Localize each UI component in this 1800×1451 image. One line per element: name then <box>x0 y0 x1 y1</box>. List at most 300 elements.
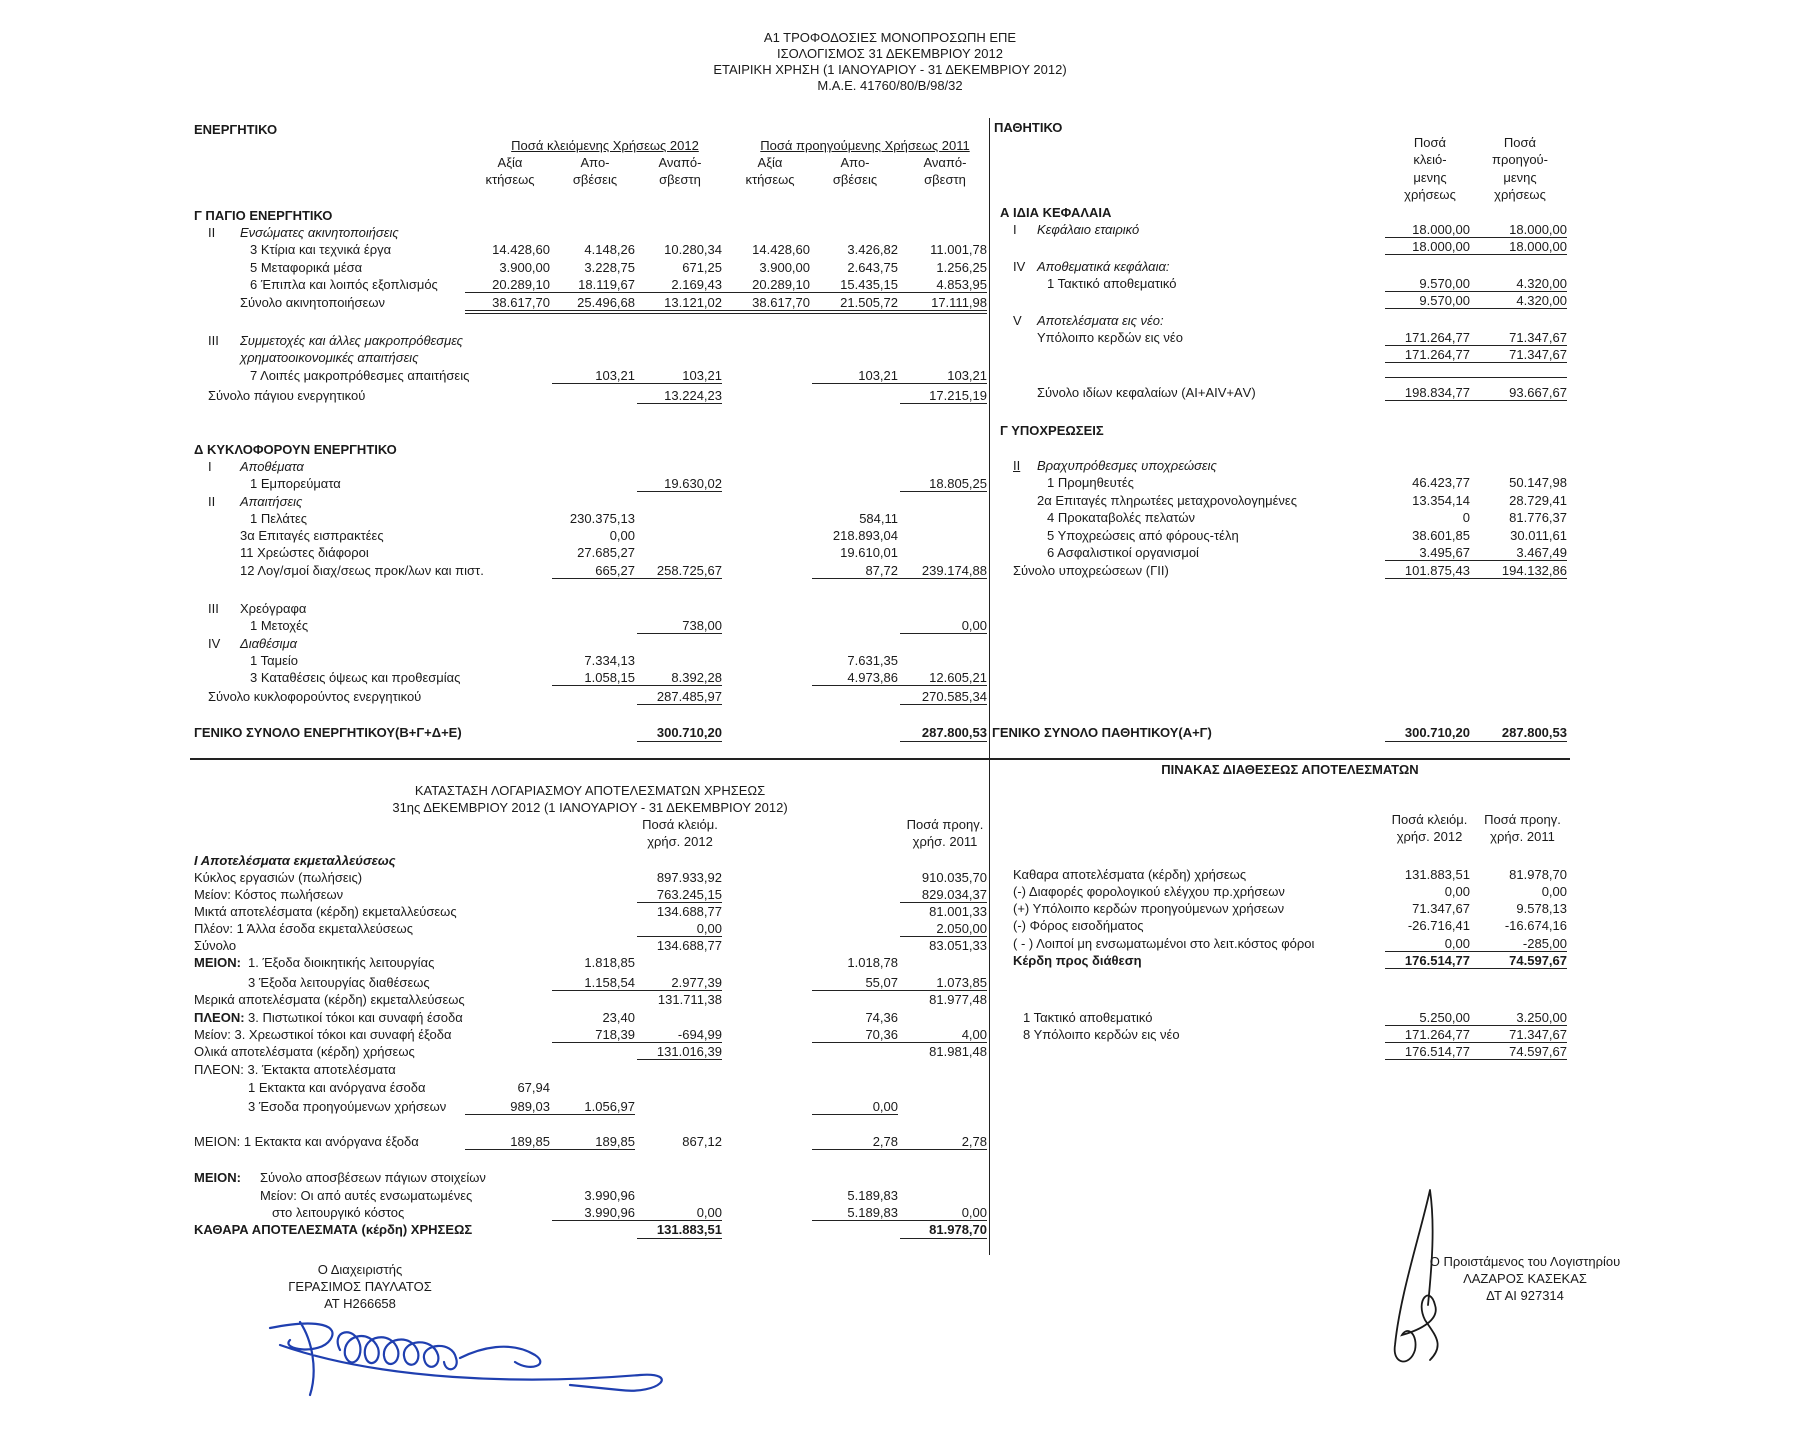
rule <box>637 936 722 937</box>
cell: 0,00 <box>872 1099 898 1114</box>
accountant-name: ΛΑΖΑΡΟΣ ΚΑΣΕΚΑΣ <box>1463 1271 1587 1286</box>
minus-label: ΜΕΙΟΝ: <box>194 1170 241 1185</box>
rule <box>812 1220 987 1221</box>
row-label: 3 Έσοδα προηγούμενων χρήσεων <box>248 1099 447 1114</box>
cell: 27.685,27 <box>577 545 635 560</box>
pl-title: ΚΑΤΑΣΤΑΣΗ ΛΟΓΑΡΙΑΣΜΟΥ ΑΠΟΤΕΛΕΣΜΑΤΩΝ ΧΡΗΣΕΩΣ <box>414 783 766 798</box>
rule <box>1385 560 1567 561</box>
rule <box>637 1059 722 1060</box>
row-label: (+) Υπόλοιπο κερδών προηγούμενων χρήσεων <box>1013 901 1285 916</box>
col-head: Απο- <box>840 155 870 170</box>
row-label: Σύνολο υποχρεώσεων (ΓΙΙ) <box>1013 563 1169 578</box>
row-label: 1 Προμηθευτές <box>1047 475 1134 490</box>
cell: 829.034,37 <box>921 887 987 902</box>
cell: 4.320,00 <box>1516 293 1567 308</box>
cell: 70,36 <box>865 1027 898 1042</box>
cell: 665,27 <box>595 563 635 578</box>
cell: 20.289,10 <box>752 277 810 292</box>
cell: 74.597,67 <box>1509 953 1567 968</box>
assets-grand-total-2011: 287.800,53 <box>921 725 987 740</box>
rule <box>900 403 987 404</box>
rule <box>637 704 722 705</box>
cell: 3.900,00 <box>499 260 550 275</box>
row-label: 3 Καταθέσεις όψεως και προθεσμίας <box>250 670 461 685</box>
roman-numeral: I <box>1013 222 1017 237</box>
col-head: μενης <box>1503 170 1537 185</box>
row-label: 1 Πελάτες <box>250 511 308 526</box>
fixed-assets-title: Γ ΠΑΓΙΟ ΕΝΕΡΓΗΤΙΚΟ <box>194 208 333 223</box>
cell: 0,00 <box>1541 884 1567 899</box>
row-label: 1 Τακτικό αποθεματικό <box>1047 276 1177 291</box>
cell: 17.215,19 <box>929 388 987 403</box>
company-name: Α1 ΤΡΟΦΟΔΟΣΙΕΣ ΜΟΝΟΠΡΟΣΩΠΗ ΕΠΕ <box>763 30 1017 45</box>
row-label: Ολικά αποτελέσματα (κέρδη) χρήσεως <box>194 1044 415 1059</box>
row-label: 1 Μετοχές <box>250 618 309 633</box>
row-label: Μείον: 3. Χρεωστικοί τόκοι και συναφή έξοδα <box>194 1027 452 1042</box>
row-label: 1 Τακτικό αποθεματικό <box>1023 1010 1153 1025</box>
row-label: ΠΛΕΟΝ: 3. Έκτακτα αποτελέσματα <box>194 1062 396 1077</box>
cell: 1.056,97 <box>584 1099 635 1114</box>
cell: 258.725,67 <box>656 563 722 578</box>
row-label: 2α Επιταγές πληρωτέες μεταχρονολογημένες <box>1037 493 1297 508</box>
cell: 2.643,75 <box>847 260 898 275</box>
cell: 18.000,00 <box>1509 239 1567 254</box>
cell: 270.585,34 <box>921 689 987 704</box>
cell: 1.818,85 <box>584 955 635 970</box>
roman-numeral: IV <box>208 636 221 651</box>
cell: 9.570,00 <box>1419 276 1470 291</box>
cell: 239.174,88 <box>921 563 987 578</box>
col-head: Ποσά <box>1413 135 1447 150</box>
cell: 3.467,49 <box>1516 545 1567 560</box>
row-label: Σύνολο πάγιου ενεργητικού <box>208 388 366 403</box>
row-label: 4 Προκαταβολές πελατών <box>1047 510 1195 525</box>
cell: -285,00 <box>1522 936 1567 951</box>
row-label: Πλέον: 1 Άλλα έσοδα εκμεταλλεύσεως <box>194 921 413 936</box>
participations-label: Συμμετοχές και άλλες μακροπρόθεσμες <box>240 333 463 348</box>
roman-numeral: IV <box>1013 259 1026 274</box>
row-label: 6 Ασφαλιστικοί οργανισμοί <box>1047 545 1199 560</box>
cell: -16.674,16 <box>1504 918 1567 933</box>
row-label: 3 Κτίρια και τεχνικά έργα <box>250 242 392 257</box>
cell: 18.805,25 <box>929 476 987 491</box>
assets-grand-total-2012: 300.710,20 <box>656 725 722 740</box>
assets-title: ΕΝΕΡΓΗΤΙΚΟ <box>194 122 278 137</box>
row-label: ΜΕΙΟΝ: 1 Εκτακτα και ανόργανα έξοδα <box>194 1134 419 1149</box>
col-head: σβεστη <box>659 172 701 187</box>
row-label: Σύνολο ακινητοποιήσεων <box>240 295 386 310</box>
col-head: Αξία <box>497 155 523 170</box>
cell: 23,40 <box>602 1010 635 1025</box>
rule <box>1385 377 1567 378</box>
row-label: Μείον: Κόστος πωλήσεων <box>194 887 344 902</box>
center-divider <box>989 118 990 1255</box>
securities-label: Χρεόγραφα <box>240 601 307 616</box>
manager-signature-icon <box>260 1300 700 1410</box>
cell: 4,00 <box>961 1027 987 1042</box>
cell: 134.688,77 <box>656 904 722 919</box>
cell: 74,36 <box>865 1010 898 1025</box>
cell: 230.375,13 <box>569 511 635 526</box>
cell: 2,78 <box>961 1134 987 1149</box>
cell: 38.617,70 <box>752 295 810 310</box>
cell: 131.883,51 <box>1404 867 1470 882</box>
row-label: 6 Έπιπλα και λοιπός εξοπλισμός <box>250 277 438 292</box>
roman-numeral: II <box>208 225 216 240</box>
rule <box>812 1149 987 1150</box>
col-head: χρήσ. 2011 <box>1490 829 1555 844</box>
cell: 18.000,00 <box>1412 222 1470 237</box>
rule <box>1385 254 1567 255</box>
cell: 81.978,70 <box>1509 867 1567 882</box>
registration-number: Μ.Α.Ε. 41760/80/Β/98/32 <box>817 78 963 93</box>
row-label: Κεφάλαιο εταιρικό <box>1037 222 1140 237</box>
row-label: 7 Λοιπές μακροπρόθεσμες απαιτήσεις <box>250 368 470 383</box>
roman-numeral: II <box>1013 458 1021 473</box>
cell: 131.711,38 <box>657 992 722 1007</box>
row-label: ( - ) Λοιποί μη ενσωματωμένοι στο λειτ.κόστος φόροι <box>1013 936 1315 951</box>
col-head: Ποσά <box>1503 135 1537 150</box>
cell: 134.688,77 <box>656 938 722 953</box>
rule <box>1385 1025 1567 1026</box>
col-head: Ποσά προηγ. <box>906 817 984 832</box>
cell: 763.245,15 <box>656 887 722 902</box>
rule <box>465 310 987 311</box>
liabilities-section-title: Γ ΥΠΟΧΡΕΩΣΕΙΣ <box>1000 423 1104 438</box>
rule <box>1385 400 1567 401</box>
col-head: μενης <box>1413 170 1447 185</box>
cell: 17.111,98 <box>931 295 987 310</box>
cell: 989,03 <box>510 1099 550 1114</box>
row-label: 11 Χρεώστες διάφοροι <box>240 545 369 560</box>
minus-label: ΜΕΙΟΝ: <box>194 955 241 970</box>
col-head: κτήσεως <box>485 172 535 187</box>
header-2012: Ποσά κλειόμενης Χρήσεως 2012 <box>511 138 699 153</box>
rule <box>465 292 987 293</box>
cell: 3.426,82 <box>847 242 898 257</box>
rule <box>812 1114 898 1115</box>
row-label: 1 Ταμείο <box>250 653 299 668</box>
cell: 55,07 <box>865 975 898 990</box>
cell: -26.716,41 <box>1407 918 1470 933</box>
rule <box>465 313 987 314</box>
cell: 9.578,13 <box>1516 901 1567 916</box>
rule <box>552 1220 722 1221</box>
cell: 93.667,67 <box>1509 385 1567 400</box>
cell: 81.776,37 <box>1509 510 1567 525</box>
cell: 4.148,26 <box>584 242 635 257</box>
cell: 1.158,54 <box>584 975 635 990</box>
inventory-label: Αποθέματα <box>240 459 304 474</box>
cell: 87,72 <box>865 563 898 578</box>
document-title: ΙΣΟΛΟΓΙΣΜΟΣ 31 ΔΕΚΕΜΒΡΙΟΥ 2012 <box>777 46 1003 61</box>
cell: 171.264,77 <box>1404 1027 1470 1042</box>
row-label: Καθαρα αποτελέσματα (κέρδη) χρήσεως <box>1013 867 1247 882</box>
cell: 12.605,21 <box>929 670 987 685</box>
cell: 18.119,67 <box>578 277 635 292</box>
cell: 2.169,43 <box>671 277 722 292</box>
rule <box>552 990 722 991</box>
col-head: Ποσά κλειόμ. <box>1391 812 1468 827</box>
row-label: 3. Πιστωτικοί τόκοι και συναφή έσοδα <box>248 1010 463 1025</box>
rule <box>1385 362 1567 363</box>
rule <box>812 685 987 686</box>
rule <box>552 578 722 579</box>
cell: 671,25 <box>682 260 722 275</box>
receivables-label: Απαιτήσεις <box>240 494 303 509</box>
cell: 194.132,86 <box>1501 563 1567 578</box>
liabilities-title: ΠΑΘΗΤΙΚΟ <box>994 120 1063 135</box>
col-head: Αναπό- <box>658 155 702 170</box>
cell: 101.875,43 <box>1404 563 1470 578</box>
cell: 718,39 <box>595 1027 635 1042</box>
cell: 19.610,01 <box>840 545 898 560</box>
cell: 287.485,97 <box>656 689 722 704</box>
roman-numeral: V <box>1013 313 1022 328</box>
rule <box>1385 1042 1567 1043</box>
col-head: χρήσεως <box>1494 187 1546 202</box>
col-head: κτήσεως <box>745 172 795 187</box>
cash-label: Διαθέσιμα <box>240 636 298 651</box>
cell: 5.189,83 <box>847 1188 898 1203</box>
col-head: Αναπό- <box>923 155 967 170</box>
row-label: (-) Διαφορές φορολογικού ελέγχου πρ.χρήσεων <box>1013 884 1285 899</box>
cell: 198.834,77 <box>1404 385 1470 400</box>
col-head: χρήσ. 2011 <box>912 834 978 849</box>
rule <box>900 1238 987 1239</box>
cell: 103,21 <box>947 368 987 383</box>
cell: 21.505,72 <box>840 295 898 310</box>
cell: 67,94 <box>517 1080 550 1095</box>
accountant-id: ΔΤ ΑΙ 927314 <box>1486 1288 1564 1303</box>
cell: 14.428,60 <box>752 242 810 257</box>
cell: 11.001,78 <box>930 242 987 257</box>
cell: 25.496,68 <box>577 295 635 310</box>
cell: 103,21 <box>595 368 635 383</box>
cell: 897.933,92 <box>656 870 722 885</box>
row-label: 5 Υποχρεώσεις από φόρους-τέλη <box>1047 528 1239 543</box>
cell: 4.973,86 <box>847 670 898 685</box>
cell: 3.228,75 <box>584 260 635 275</box>
net-results-2012: 131.883,51 <box>656 1222 722 1237</box>
cell: 2.050,00 <box>936 921 987 936</box>
cell: 3.990,96 <box>584 1188 635 1203</box>
cell: 4.853,95 <box>936 277 987 292</box>
cell: 71.347,67 <box>1509 347 1567 362</box>
manager-name: ΓΕΡΑΣΙΜΟΣ ΠΑΥΛΑΤΟΣ <box>288 1279 432 1294</box>
row-label: στο λειτουργικό κόστος <box>272 1205 405 1220</box>
rule <box>1385 308 1567 309</box>
col-head: σβέσεις <box>832 172 878 187</box>
cell: 81.001,33 <box>929 904 987 919</box>
row-label: Σύνολο <box>194 938 237 953</box>
cell: 5.250,00 <box>1419 1010 1470 1025</box>
rule <box>1385 237 1567 238</box>
rule <box>1385 291 1567 292</box>
rule <box>812 1042 987 1043</box>
rule <box>812 990 987 991</box>
cell: 1.058,15 <box>584 670 635 685</box>
cell: 0,00 <box>1444 884 1470 899</box>
cell: -694,99 <box>677 1027 722 1042</box>
rule <box>900 741 987 742</box>
col-head: Ποσά κλειόμ. <box>642 817 718 832</box>
rule <box>1385 741 1567 742</box>
cell: 171.264,77 <box>1404 330 1470 345</box>
net-results-2011: 81.978,70 <box>929 1222 987 1237</box>
rule <box>637 491 722 492</box>
cell: 38.617,70 <box>492 295 550 310</box>
cell: 13.354,14 <box>1412 493 1470 508</box>
cell: 3.900,00 <box>759 260 810 275</box>
row-label: 12 Λογ/σμοί διαχ/σεως προκ/λων και πιστ. <box>240 563 484 578</box>
cell: 30.011,61 <box>1510 528 1567 543</box>
row-label: Σύνολο ιδίων κεφαλαίων (ΑΙ+ΑΙV+ΑV) <box>1037 385 1256 400</box>
manager-role: Ο Διαχειριστής <box>317 1262 403 1277</box>
col-head: χρήσ. 2012 <box>1396 829 1463 844</box>
cell: 176.514,77 <box>1404 953 1470 968</box>
operating-results-title: Ι Αποτελέσματα εκμεταλλεύσεως <box>194 853 396 868</box>
row-label: (-) Φόρος εισοδήματος <box>1013 918 1144 933</box>
profit-to-distribute-label: Κέρδη προς διάθεση <box>1013 953 1142 968</box>
cell: 19.630,02 <box>664 476 722 491</box>
rule <box>552 685 722 686</box>
row-label: 8 Υπόλοιπο κερδών εις νέο <box>1023 1027 1180 1042</box>
carried-forward-label: Αποτελέσματα εις νέο: <box>1037 313 1164 328</box>
col-head: προηγού- <box>1492 152 1548 167</box>
cell: 38.601,85 <box>1412 528 1470 543</box>
rule <box>637 1238 722 1239</box>
cell: 3.990,96 <box>584 1205 635 1220</box>
cell: 10.280,34 <box>664 242 722 257</box>
cell: 103,21 <box>682 368 722 383</box>
row-label: Σύνολο αποσβέσεων πάγιων στοιχείων <box>260 1170 486 1185</box>
cell: 910.035,70 <box>921 870 987 885</box>
rule <box>1385 951 1567 952</box>
rule <box>637 741 722 742</box>
rule <box>1385 578 1567 579</box>
roman-numeral: III <box>208 601 219 616</box>
row-label: Μερικά αποτελέσματα (κέρδη) εκμεταλλεύσεως <box>194 992 465 1007</box>
cell: 867,12 <box>682 1134 722 1149</box>
header-2011: Ποσά προηγούμενης Χρήσεως 2011 <box>760 138 970 153</box>
row-label: Μικτά αποτελέσματα (κέρδη) εκμεταλλεύσεως <box>194 904 457 919</box>
cell: 2.977,39 <box>671 975 722 990</box>
cell: 189,85 <box>510 1134 550 1149</box>
roman-numeral: III <box>208 333 219 348</box>
cell: 4.320,00 <box>1516 276 1567 291</box>
row-label: 1 Εκτακτα και ανόργανα έσοδα <box>248 1080 426 1095</box>
cell: 74.597,67 <box>1509 1044 1567 1059</box>
cell: 1.073,85 <box>936 975 987 990</box>
cell: 7.631,35 <box>847 653 898 668</box>
short-term-label: Βραχυπρόθεσμες υποχρεώσεις <box>1037 458 1217 473</box>
cell: 189,85 <box>595 1134 635 1149</box>
cell: 20.289,10 <box>492 277 550 292</box>
rule <box>465 1149 635 1150</box>
cell: 46.423,77 <box>1412 475 1470 490</box>
plus-label: ΠΛΕΟΝ: <box>194 1010 245 1025</box>
net-results-label: ΚΑΘΑΡΑ ΑΠΟΤΕΛΕΣΜΑΤΑ (κέρδη) ΧΡΗΣΕΩΣ <box>194 1222 473 1237</box>
row-label: Σύνολο κυκλοφορούντος ενεργητικού <box>208 689 422 704</box>
rule <box>900 491 987 492</box>
cell: 3.495,67 <box>1419 545 1470 560</box>
liabilities-grand-total-2012: 300.710,20 <box>1404 725 1470 740</box>
cell: 103,21 <box>858 368 898 383</box>
cell: 50.147,98 <box>1509 475 1567 490</box>
tangible-assets-label: Ενσώματες ακινητοποιήσεις <box>240 225 399 240</box>
row-label: 5 Μεταφορικά μέσα <box>250 260 363 275</box>
liabilities-grand-total-2011: 287.800,53 <box>1501 725 1567 740</box>
row-label: 1. Έξοδα διοικητικής λειτουργίας <box>248 955 435 970</box>
cell: 218.893,04 <box>832 528 898 543</box>
col-head: κλειό- <box>1413 152 1447 167</box>
row-label: 1 Εμπορεύματα <box>250 476 341 491</box>
section-divider <box>190 758 1570 760</box>
cell: 584,11 <box>859 511 898 526</box>
cell: 3.250,00 <box>1516 1010 1567 1025</box>
row-label: Κύκλος εργασιών (πωλήσεις) <box>194 870 363 885</box>
col-head: Ποσά προηγ. <box>1484 812 1561 827</box>
cell: 13.121,02 <box>664 295 722 310</box>
row-label: 3α Επιταγές εισπρακτέες <box>240 528 384 543</box>
cell: 18.000,00 <box>1509 222 1567 237</box>
rule <box>637 633 722 634</box>
cell: 0 <box>1462 510 1470 525</box>
cell: 131.016,39 <box>656 1044 722 1059</box>
rule <box>465 1114 635 1115</box>
cell: 1.256,25 <box>936 260 987 275</box>
current-assets-title: Δ ΚΥΚΛΟΦΟΡΟΥΝ ΕΝΕΡΓΗΤΙΚΟ <box>194 442 397 457</box>
equity-title: Α ΙΔΙΑ ΚΕΦΑΛΑΙΑ <box>1000 205 1112 220</box>
distribution-title: ΠΙΝΑΚΑΣ ΔΙΑΘΕΣΕΩΣ ΑΠΟΤΕΛΕΣΜΑΤΩΝ <box>1161 762 1419 777</box>
cell: 18.000,00 <box>1412 239 1470 254</box>
manager-id: ΑΤ Η266658 <box>324 1296 396 1311</box>
cell: 1.018,78 <box>847 955 898 970</box>
cell: 14.428,60 <box>492 242 550 257</box>
cell: 13.224,23 <box>664 388 722 403</box>
cell: 81.977,48 <box>929 992 987 1007</box>
cell: 171.264,77 <box>1404 347 1470 362</box>
rule <box>1385 968 1567 969</box>
fiscal-period: ΕΤΑΙΡΙΚΗ ΧΡΗΣΗ (1 ΙΑΝΟΥΑΡΙΟΥ - 31 ΔΕΚΕΜΒΡΙΟΥ 2012) <box>713 62 1067 77</box>
cell: 7.334,13 <box>584 653 635 668</box>
col-head: σβεστη <box>924 172 966 187</box>
col-head: σβέσεις <box>572 172 618 187</box>
rule <box>812 383 987 384</box>
cell: 176.514,77 <box>1404 1044 1470 1059</box>
col-head: Αξία <box>757 155 783 170</box>
roman-numeral: II <box>208 494 216 509</box>
cell: 0,00 <box>696 921 722 936</box>
cell: 15.435,15 <box>840 277 898 292</box>
cell: 8.392,28 <box>671 670 722 685</box>
cell: 0,00 <box>961 618 987 633</box>
cell: 83.051,33 <box>929 938 987 953</box>
cell: 738,00 <box>682 618 722 633</box>
cell: 0,00 <box>696 1205 722 1220</box>
rule <box>637 403 722 404</box>
row-label: Μείον: Οι από αυτές ενσωματωμένες <box>260 1188 473 1203</box>
reserves-label: Αποθεματικά κεφάλαια: <box>1037 259 1170 274</box>
cell: 81.981,48 <box>929 1044 987 1059</box>
rule <box>900 633 987 634</box>
col-head: χρήσεως <box>1404 187 1456 202</box>
rule <box>900 902 987 903</box>
rule <box>900 936 987 937</box>
accountant-role: Ο Προιστάμενος του Λογιστηρίου <box>1429 1254 1621 1269</box>
participations-label: χρηματοοικονομικές απαιτήσεις <box>240 350 419 365</box>
